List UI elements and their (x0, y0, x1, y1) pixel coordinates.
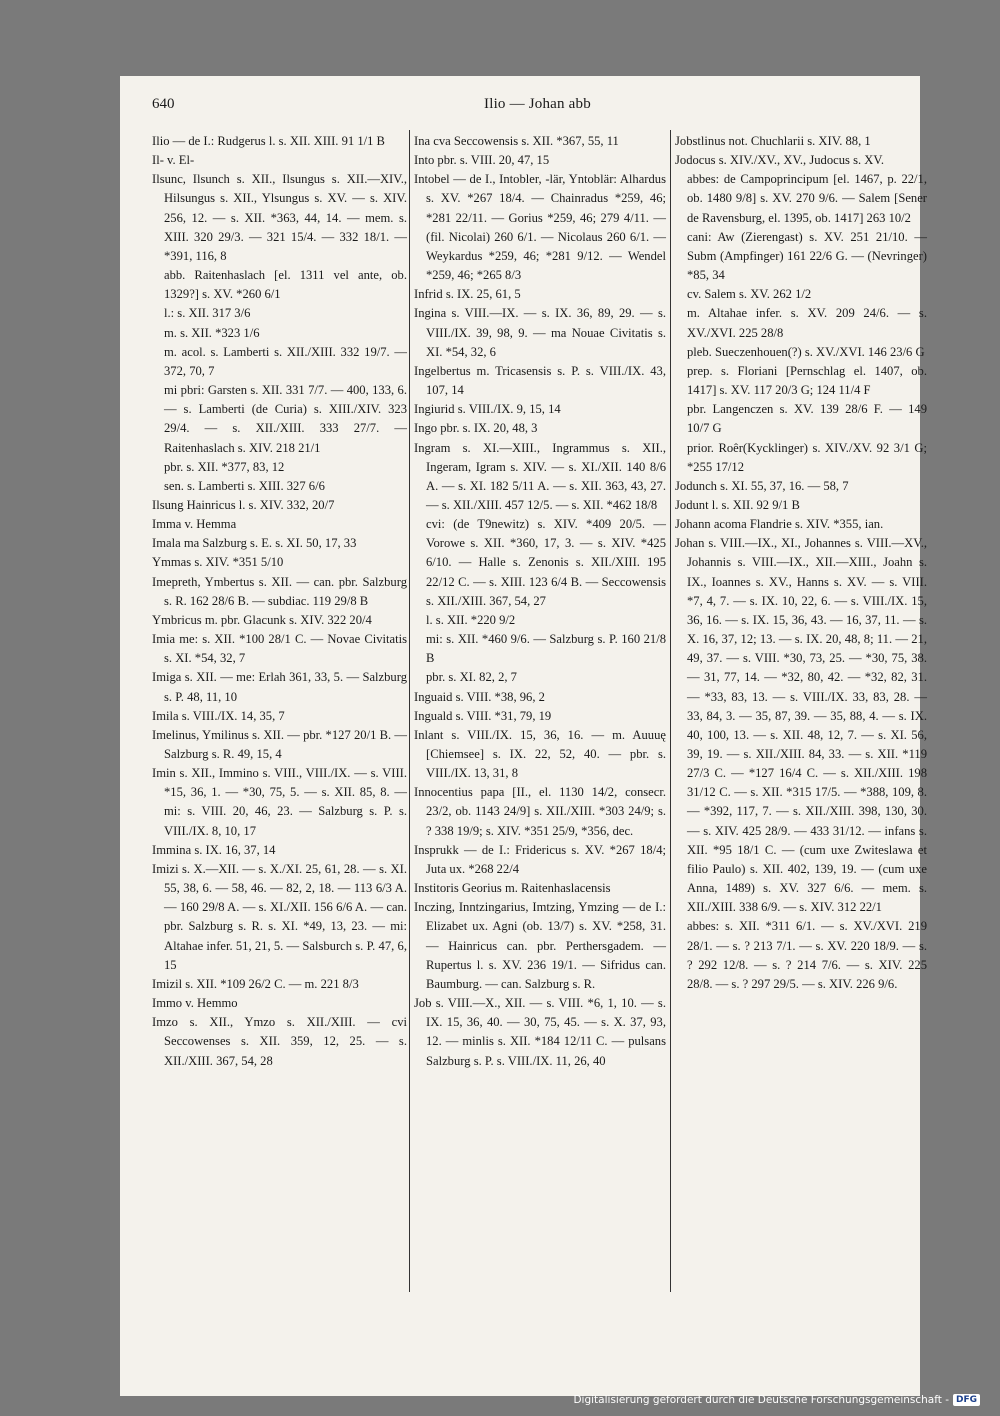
register-entry: l. s. XII. *220 9/2 (426, 612, 516, 627)
register-entry: Ingelbertus m. Tricasensis s. P. s. VIII./IX. 43, 107, 14 (414, 363, 666, 398)
register-entry: Institoris Georius m. Raitenhaslacensis (414, 881, 611, 896)
register-entry: mi: s. XII. *460 9/6. — Salzburg s. P. 160 21/8 B (426, 632, 666, 666)
register-entry: cani: Aw (Zierengast) s. XV. 251 21/10. — Subm (Ampfinger) 161 22/6 G. — (Nevringer) *85, 34 (687, 229, 927, 283)
register-entry: m. s. XII. *323 1/6 (164, 325, 260, 340)
register-column-1 (152, 132, 407, 1071)
register-entry: Job s. VIII.—X., XII. — s. VIII. *6, 1, 10. — s. IX. 15, 36, 40. — 30, 75, 45. — s. X. 37, 93, 12. — minlis s. XII. *184 12/11 C. — pulsans Salzburg s. P. s. VIII./IX. 11, 26, 40 (414, 996, 666, 1068)
register-entry: Immina s. IX. 16, 37, 14 (152, 842, 276, 857)
register-entry: cv. Salem s. XV. 262 1/2 (687, 287, 812, 302)
register-entry: Imila s. VIII./IX. 14, 35, 7 (152, 708, 285, 723)
register-entry: Imala ma Salzburg s. E. s. XI. 50, 17, 33 (152, 536, 357, 551)
register-entry: Imma v. Hemma (152, 517, 237, 532)
register-entry: Ina cva Seccowensis s. XII. *367, 55, 11 (414, 134, 619, 148)
column-rule-1 (409, 130, 410, 1292)
register-entry: Inlant s. VIII./IX. 15, 36, 16. — m. Auuuę [Chiemsee] s. IX. 22, 52, 40. — pbr. s. VIII./IX. 13, 31, 8 (414, 727, 666, 781)
register-entry: m. Altahae infer. s. XV. 209 24/6. — s. XV./XVI. 225 28/8 (687, 306, 927, 340)
register-entry: l.: s. XII. 317 3/6 (164, 306, 251, 321)
register-entry: Jobstlinus not. Chuchlarii s. XIV. 88, 1 (675, 134, 871, 148)
register-entry: Imizil s. XII. *109 26/2 C. — m. 221 8/3 (152, 976, 359, 991)
register-entry: Il- v. El- (152, 153, 195, 168)
register-entry: Imin s. XII., Immino s. VIII., VIII./IX. — s. VIII. *15, 36, 1. — *30, 75, 5. — s. XII. 85, 8. — mi: s. VIII. 20, 46, 23. — Salzburg s. P. s. VIII./IX. 8, 10, 17 (152, 766, 407, 838)
register-entry: m. acol. s. Lamberti s. XII./XIII. 332 19/7. — 372, 70, 7 (164, 344, 407, 378)
register-entry: Into pbr. s. VIII. 20, 47, 15 (414, 153, 550, 168)
register-entry: Imelinus, Ymilinus s. XII. — pbr. *127 20/1 B. — Salzburg s. R. 49, 15, 4 (152, 727, 407, 761)
register-column-2 (414, 132, 666, 1071)
register-entry: Ingina s. VIII.—IX. — s. IX. 36, 89, 29. — s. VIII./IX. 39, 98, 9. — ma Nouae Civitatis s. XI. *54, 32, 6 (414, 306, 666, 359)
register-entry: Imia me: s. XII. *100 28/1 C. — Novae Civitatis s. XI. *54, 32, 7 (152, 632, 407, 666)
footer-text: Digitalisierung gefördert durch die Deutsche Forschungsgemeinschaft - (573, 1394, 949, 1406)
register-entry: Inczing, Inntzingarius, Imtzing, Ymzing — de I.: Elizabet ux. Agni (ob. 13/7) s. XV. *258, 31. — Hainricus can. pbr. Perthersgadem. — Rupertus l. s. XV. 236 19/1. — Sifridus can. Baumburg. — can. Salzburg s. R. (414, 900, 666, 991)
register-entry: Ingram s. XI.—XIII., Ingrammus s. XII., Ingeram, Igram s. XIV. — s. XI./XII. 140 8/6 A. — s. XI. 182 5/11 A. — s. XII. 363, 43, 27. — s. XII./XIII. 457 12/5. — s. XII. *462 18/8 (414, 440, 666, 512)
register-entry: Jodunch s. XI. 55, 37, 16. — 58, 7 (675, 478, 849, 493)
register-entry: sen. s. Lamberti s. XIII. 327 6/6 (164, 478, 325, 493)
register-entry: mi pbri: Garsten s. XII. 331 7/7. — 400, 133, 6. — s. Lamberti (de Curia) s. XIII./XIV. 323 29/4. — s. XII./XIII. 333 27/7. — Raitenhaslach s. XIV. 218 21/1 (164, 383, 407, 455)
register-entry: Ingiurid s. VIII./IX. 9, 15, 14 (414, 402, 561, 417)
register-entry: prior. Roêr(Kycklinger) s. XIV./XV. 92 3/1 G; *255 17/12 (687, 440, 927, 474)
register-entry: Jodocus s. XIV./XV., XV., Judocus s. XV. (675, 153, 884, 168)
register-entry: pbr. s. XII. *377, 83, 12 (164, 459, 285, 474)
register-entry: pleb. Sueczenhouen(?) s. XV./XVI. 146 23/6 G (687, 344, 925, 359)
register-entry: Ingo pbr. s. IX. 20, 48, 3 (414, 421, 538, 436)
register-entry: cvi: (de T9newitz) s. XIV. *409 20/5. — Vorowe s. XII. *360, 17, 3. — s. XIV. *425 6/10. — Halle s. Zenonis s. XII./XIII. 195 22/12 C. — s. XIII. 123 6/4 B. — Seccowensis s. XII./XIII. 367, 54, 27 (426, 517, 666, 608)
register-entry: abbes: de Campoprincipum [el. 1467, p. 22/1, ob. 1480 9/8] s. XV. 270 9/6. — Salem [Sener de Ravensburg, el. 1395, ob. 1417] 263 10/2 (687, 172, 927, 225)
register-entry: Infrid s. IX. 25, 61, 5 (414, 287, 521, 302)
register-entry: Ilsunc, Ilsunch s. XII., Ilsungus s. XII.—XIV., Hilsungus s. XII., Ylsungus s. XV. — s. XIV. 256, 12. — s. XII. *363, 44, 14. — mem. s. XIII. 320 29/3. — 321 15/4. — 332 18/1. — *391, 116, 8 (152, 172, 407, 263)
register-entry: Ymbricus m. pbr. Glacunk s. XIV. 322 20/4 (152, 612, 372, 627)
register-entry: pbr. s. XI. 82, 2, 7 (426, 670, 517, 685)
running-title: Ilio — Johan abb (484, 96, 591, 112)
register-entry: Imepreth, Ymbertus s. XII. — can. pbr. Salzburg s. R. 162 28/6 B. — subdiac. 119 29/8 B (152, 574, 407, 608)
register-entry: Imizi s. X.—XII. — s. X./XI. 25, 61, 28. — s. XI. 55, 38, 6. — 58, 46. — 82, 2, 18. — 113 6/3 A. — 160 29/8 A. — s. XI./XII. 156 6/6 A. — can. pbr. Salzburg s. R. s. XI. *49, 13, 23. — mi: Altahae infer. 51, 21, 5. — Salsburch s. P. 47, 6, 15 (152, 861, 407, 972)
register-column-3 (675, 132, 927, 994)
page-header (152, 96, 932, 120)
register-entry: Inguald s. VIII. *31, 79, 19 (414, 708, 552, 723)
dfg-logo-icon: DFG (953, 1394, 980, 1406)
register-entry: Jodunt l. s. XII. 92 9/1 B (675, 497, 800, 512)
register-entry: Innocentius papa [II., el. 1130 14/2, consecr. 23/2, ob. 1143 24/9] s. XII./XIII. *303 24/9; s. ? 338 19/9; s. XIV. *351 25/9, *356, dec. (414, 785, 666, 838)
register-entry: Intobel — de I., Intobler, -lär, Yntoblär: Alhardus s. XV. *267 18/4. — Chainradus *259, 46; *281 22/11. — Gorius *259, 46; 279 4/11. — (fil. Nicolai) 260 6/1. — Nicolaus 260 6/1. — Weykardus *259, 46; *281 9/12. — Wendel *259, 46; *265 8/3 (414, 172, 666, 283)
register-entry: Johan s. VIII.—IX., XI., Johannes s. VIII.—XV., Johannis s. VIII.—IX., XII.—XIII., Joahn s. IX., Ioannes s. XV., Hanns s. XV. — s. VIII. *7, 4, 7. — s. IX. 10, 22, 6. — s. VIII./IX. 15, 36, 16. — s. IX. 15, 36, 43. — 16, 37, 11. — s. X. 16, 37, 12; 13. — s. IX. 20, 48, 8; 11. — 21, 49, 37. — s. VIII. *30, 73, 25. — *30, 75, 38. — 31, 77, 14. — *32, 80, 42. — *32, 82, 31. — *33, 83, 13. — s. VIII./IX. 33, 83, 28. — 33, 84, 3. — 35, 87, 39. — 35, 88, 4. — s. IX. 40, 100, 13. — s. XII. 48, 12, 7. — s. XI. 56, 39, 19. — s. XII./XIII. 84, 33. — s. XII. *119 27/3 C. — *127 16/4 C. — s. XII./XIII. 198 31/12 C. — s. XII. *315 17/5. — *388, 109, 8. — *392, 117, 7. — s. XII./XIII. 398, 130, 30. — s. XIV. 425 28/9. — 433 31/12. — infans s. XII. *95 18/1 C. — (cum uxe Zwiteslawa et filio Paulo) s. XII. 402, 139, 19. — (cum uxe Anna, 1489) s. XV. 327 6/6. — mem. s. XII./XIII. 338 6/9. — s. XIV. 312 22/1 (675, 536, 927, 915)
register-entry: Insprukk — de I.: Fridericus s. XV. *267 18/4; Juta ux. *268 22/4 (414, 842, 666, 876)
footer-credit (573, 1392, 980, 1408)
register-entry: Inguaid s. VIII. *38, 96, 2 (414, 689, 545, 704)
register-entry: pbr. Langenczen s. XV. 139 28/6 F. — 149 10/7 G (687, 402, 927, 436)
register-entry: Imzo s. XII., Ymzo s. XII./XIII. — cvi Seccowenses s. XII. 359, 12, 25. — s. XII./XIII. 367, 54, 28 (152, 1015, 407, 1068)
register-entry: abbes: s. XII. *311 6/1. — s. XV./XVI. 219 28/1. — s. ? 213 7/1. — s. XV. 220 18/9. — s. ? 292 12/8. — s. ? 214 7/6. — s. XIV. 225 28/8. — s. ? 297 29/5. — s. XIV. 226 9/6. (687, 919, 927, 991)
register-entry: Ilsung Hainricus l. s. XIV. 332, 20/7 (152, 497, 335, 512)
register-entry: Imiga s. XII. — me: Erlah 361, 33, 5. — Salzburg s. P. 48, 11, 10 (152, 670, 407, 704)
page-number: 640 (152, 96, 175, 112)
register-entry: abb. Raitenhaslach [el. 1311 vel ante, ob. 1329?] s. XV. *260 6/1 (164, 268, 407, 302)
register-entry: prep. s. Floriani [Pernschlag el. 1407, ob. 1417] s. XV. 117 20/3 G; 124 11/4 F (687, 363, 927, 398)
column-rule-2 (670, 130, 671, 1292)
register-entry: Ymmas s. XIV. *351 5/10 (152, 555, 284, 570)
register-entry: Johann acoma Flandrie s. XIV. *355, ian. (675, 517, 884, 532)
register-entry: Immo v. Hemmo (152, 996, 238, 1011)
register-entry: Ilio — de I.: Rudgerus l. s. XII. XIII. 91 1/1 B (152, 134, 385, 148)
